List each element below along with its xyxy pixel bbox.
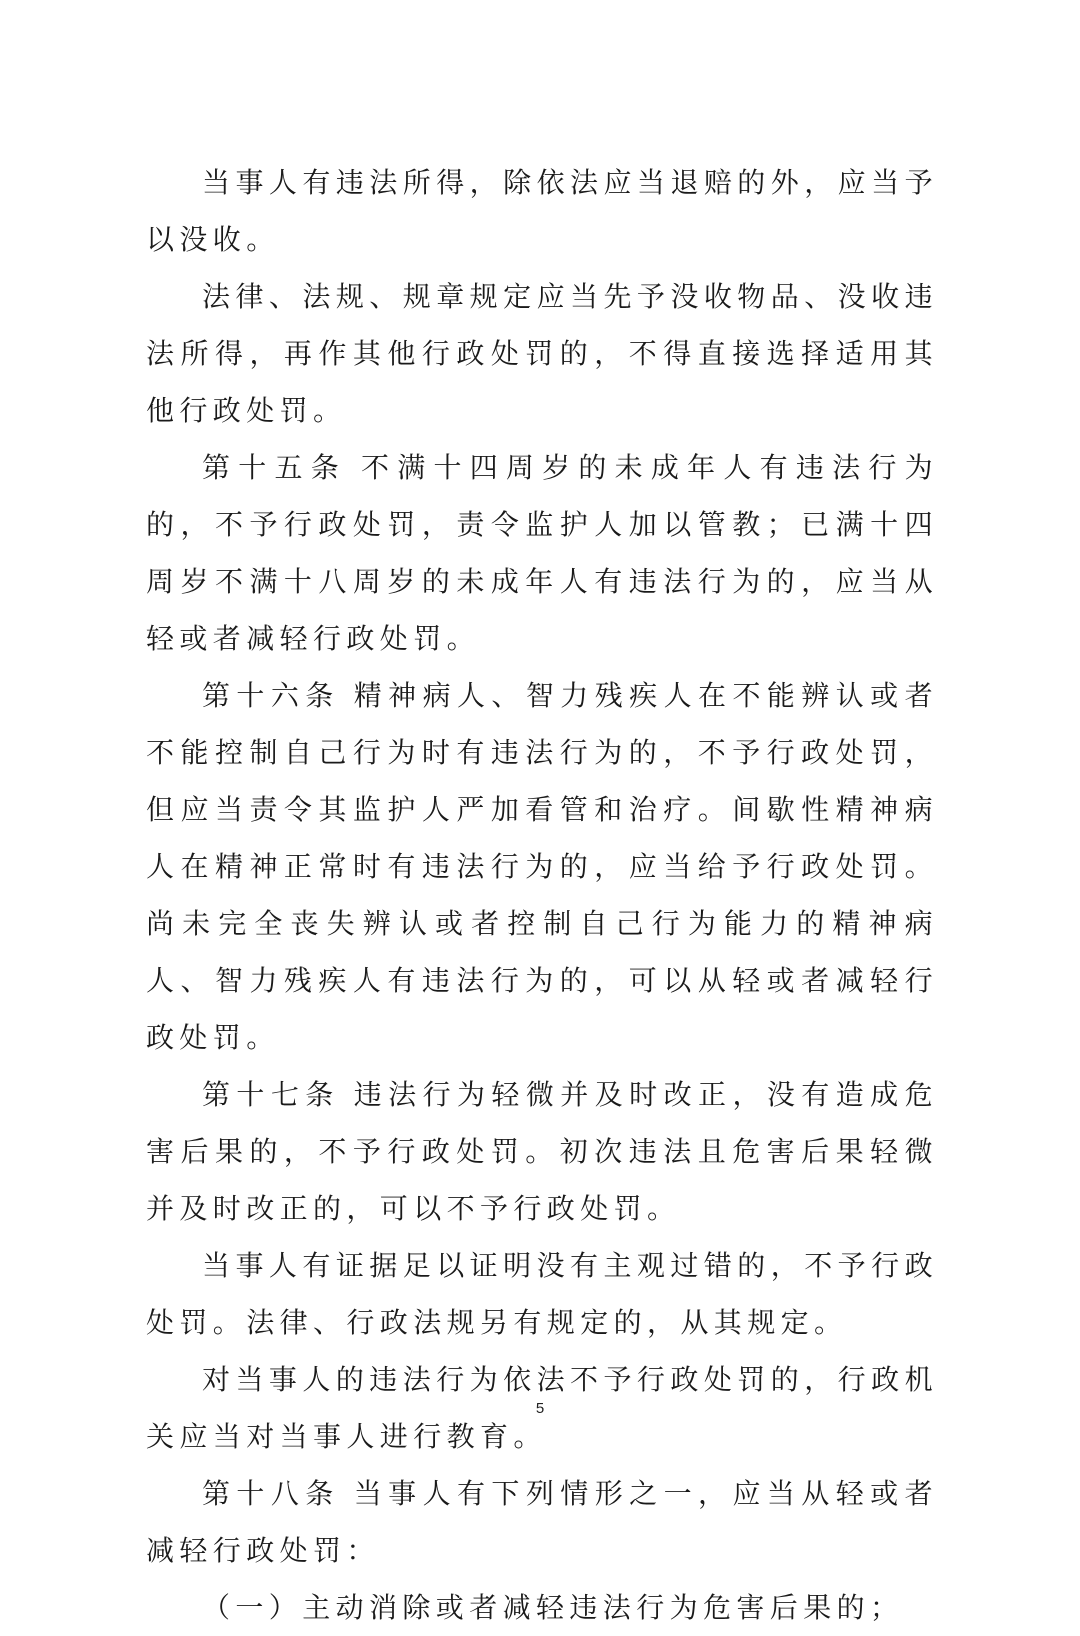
article-number: 第十七条 <box>202 1078 340 1111</box>
paragraph-article-15 <box>146 439 938 667</box>
page-number: 5 <box>535 1400 545 1417</box>
paragraph-text: 违法行为轻微并及时改正，没有造成危害后果的，不予行政处罚。初次违法且危害后果轻微并及时改正的，可以不予行政处罚。 <box>146 1078 938 1225</box>
article-number: 第十五条 <box>202 451 347 484</box>
paragraph-text: 法律、法规、规章规定应当先予没收物品、没收违法所得，再作其他行政处罚的，不得直接选择适用其他行政处罚。 <box>146 280 938 427</box>
article-number: 第十六条 <box>202 679 340 712</box>
paragraph-text: 当事人有证据足以证明没有主观过错的，不予行政处罚。法律、行政法规另有规定的，从其规定。 <box>146 1249 938 1339</box>
paragraph <box>146 154 938 268</box>
paragraph <box>146 1237 938 1351</box>
paragraph-text: （一）主动消除或者减轻违法行为危害后果的； <box>202 1591 904 1624</box>
paragraph-text: 当事人有违法所得，除依法应当退赔的外，应当予以没收。 <box>146 166 938 256</box>
paragraph-text: 当事人有下列情形之一，应当从轻或者减轻行政处罚： <box>146 1477 938 1567</box>
paragraph-item-1 <box>146 1579 938 1636</box>
paragraph <box>146 268 938 439</box>
paragraph-article-16 <box>146 667 938 1066</box>
article-number: 第十八条 <box>202 1477 340 1510</box>
paragraph-text: 对当事人的违法行为依法不予行政处罚的，行政机关应当对当事人进行教育。 <box>146 1363 938 1453</box>
paragraph-article-17 <box>146 1066 938 1237</box>
paragraph-text: 精神病人、智力残疾人在不能辨认或者不能控制自己行为时有违法行为的，不予行政处罚，但应当责令其监护人严加看管和治疗。间歇性精神病人在精神正常时有违法行为的，应当给予行政处罚。尚未完全丧失辨认或者控制自己行为能力的精神病人、智力残疾人有违法行为的，可以从轻或者减轻行政处罚。 <box>146 679 938 1054</box>
paragraph-text: 不满十四周岁的未成年人有违法行为的，不予行政处罚，责令监护人加以管教；已满十四周岁不满十八周岁的未成年人有违法行为的，应当从轻或者减轻行政处罚。 <box>146 451 938 655</box>
paragraph-article-18 <box>146 1465 938 1579</box>
